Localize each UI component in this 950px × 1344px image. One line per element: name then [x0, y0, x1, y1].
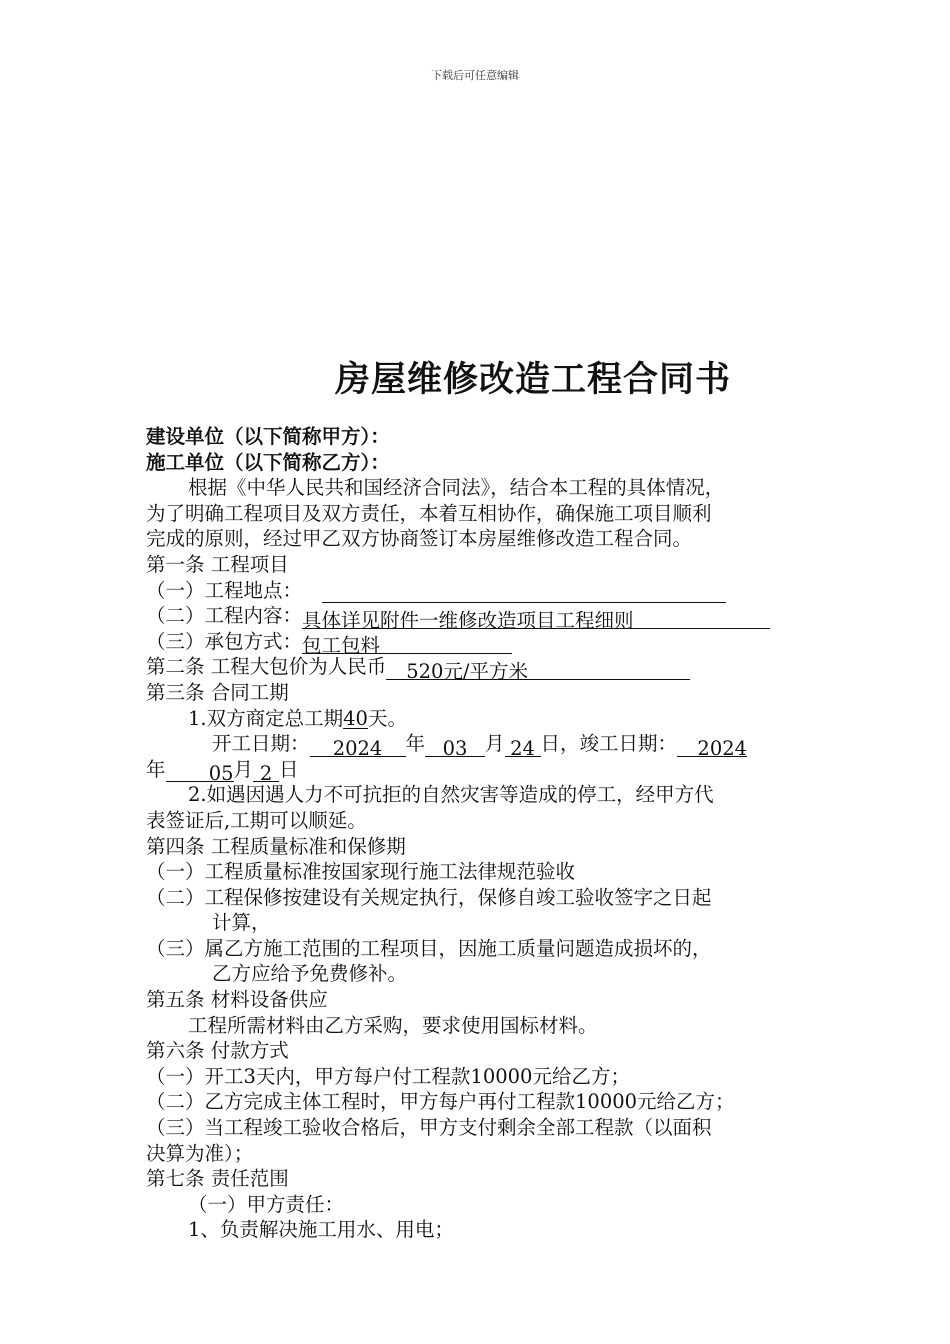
article-2-heading: 第二条 工程大包价为人民币 — [146, 655, 387, 679]
payment-item-1: （一）开工3天内，甲方每户付工程款10000元给乙方； — [146, 1064, 630, 1088]
start-year — [310, 736, 406, 760]
payment-item-3-line-1: （三）当工程竣工验收合格后，甲方支付剩余全部工程款（以面积 — [146, 1116, 712, 1140]
party-a-duty-1: 1、负责解决施工用水、用电； — [188, 1218, 454, 1242]
payment-item-2: （二）乙方完成主体工程时，甲方每户再付工程款10000元给乙方； — [146, 1090, 735, 1114]
month-char: 月 — [485, 732, 505, 756]
end-day — [253, 761, 279, 786]
payment-item-3-line-2: 决算为准）； — [146, 1141, 254, 1165]
quality-item-3-line-1: （三）属乙方施工范围的工程项目，因施工质量问题造成损坏的， — [146, 936, 712, 960]
project-content-value: 具体详见附件一维修改造项目工程细则 — [302, 608, 634, 632]
project-location-blank — [322, 582, 726, 603]
start-month-value: 03 — [442, 736, 468, 760]
start-date-label: 开工日期： — [212, 732, 310, 756]
delay-line-1: 2.如遇因遇人力不可抗拒的自然灾害等造成的停工，经甲方代 — [188, 783, 714, 807]
price-value: 520元/平方米 — [406, 659, 528, 683]
project-location-label: （一）工程地点： — [146, 578, 303, 602]
start-year-value: 2024 — [332, 736, 383, 760]
article-1-heading: 第一条 工程项目 — [146, 552, 289, 576]
contract-mode-row — [146, 629, 816, 658]
preamble-line-2: 为了明确工程项目及双方责任，本着互相协作，确保施工项目顺利 — [146, 501, 712, 525]
contract-body — [146, 424, 816, 1243]
quality-item-2-line-1: （二）工程保修按建设有关规定执行，保修自竣工验收签字之日起 — [146, 885, 712, 909]
contract-mode-value: 包工包料 — [302, 634, 381, 658]
article-5-heading: 第五条 材料设备供应 — [146, 988, 328, 1012]
duration-days: 40 — [343, 706, 368, 730]
header-note: 下载后可任意编辑 — [431, 69, 519, 82]
end-date-label: 日，竣工日期： — [540, 732, 678, 756]
start-day — [505, 736, 541, 760]
quality-item-3-line-2: 乙方应给予免费修补。 — [212, 962, 408, 986]
project-content-field — [302, 608, 770, 632]
article-2-row — [146, 654, 816, 683]
article-3-heading: 第三条 合同工期 — [146, 680, 289, 704]
end-year — [677, 736, 748, 760]
start-date-row — [146, 731, 816, 760]
end-month — [166, 761, 234, 786]
duration-prefix: 1.双方商定总工期 — [188, 706, 344, 730]
quality-item-1: （一）工程质量标准按国家现行施工法律规范验收 — [146, 860, 576, 884]
document-title: 房屋维修改造工程合同书 — [335, 360, 732, 400]
year-char: 年 — [405, 732, 426, 756]
start-month — [425, 736, 485, 760]
end-day-value: 2 — [259, 762, 273, 786]
preamble-line-1: 根据《中华人民共和国经济合同法》，结合本工程的具体情况， — [188, 476, 725, 500]
contract-mode-label: （三）承包方式： — [146, 629, 303, 653]
end-date-row — [146, 757, 816, 786]
party-b-line: 施工单位（以下简称乙方）： — [146, 450, 390, 474]
article-7-heading: 第七条 责任范围 — [146, 1167, 289, 1191]
end-day-char: 日 — [279, 757, 299, 781]
delay-line-2: 表签证后,工期可以顺延。 — [146, 808, 367, 832]
duration-suffix: 天。 — [367, 706, 407, 730]
party-a-line: 建设单位（以下简称甲方）： — [146, 425, 390, 448]
article-4-heading: 第四条 工程质量标准和保修期 — [146, 834, 406, 858]
start-day-value: 24 — [510, 736, 535, 760]
preamble-line-3: 完成的原则，经过甲乙双方协商签订本房屋维修改造工程合同。 — [146, 527, 693, 551]
end-year-value: 2024 — [697, 736, 748, 760]
contract-mode-field — [302, 633, 512, 658]
quality-item-2-line-2: 计算， — [212, 911, 271, 935]
project-location-row — [146, 578, 816, 604]
party-a-duties-heading: （一）甲方责任： — [188, 1192, 345, 1216]
article-6-heading: 第六条 付款方式 — [146, 1039, 289, 1063]
duration-row — [146, 706, 816, 732]
end-year-char: 年 — [146, 757, 166, 781]
material-text: 工程所需材料由乙方采购，要求使用国标材料。 — [188, 1013, 598, 1037]
project-content-row — [146, 603, 816, 632]
end-month-char: 月 — [233, 757, 254, 781]
project-content-label: （二）工程内容： — [146, 604, 303, 628]
price-field — [386, 659, 690, 683]
end-month-value: 05 — [208, 762, 234, 786]
